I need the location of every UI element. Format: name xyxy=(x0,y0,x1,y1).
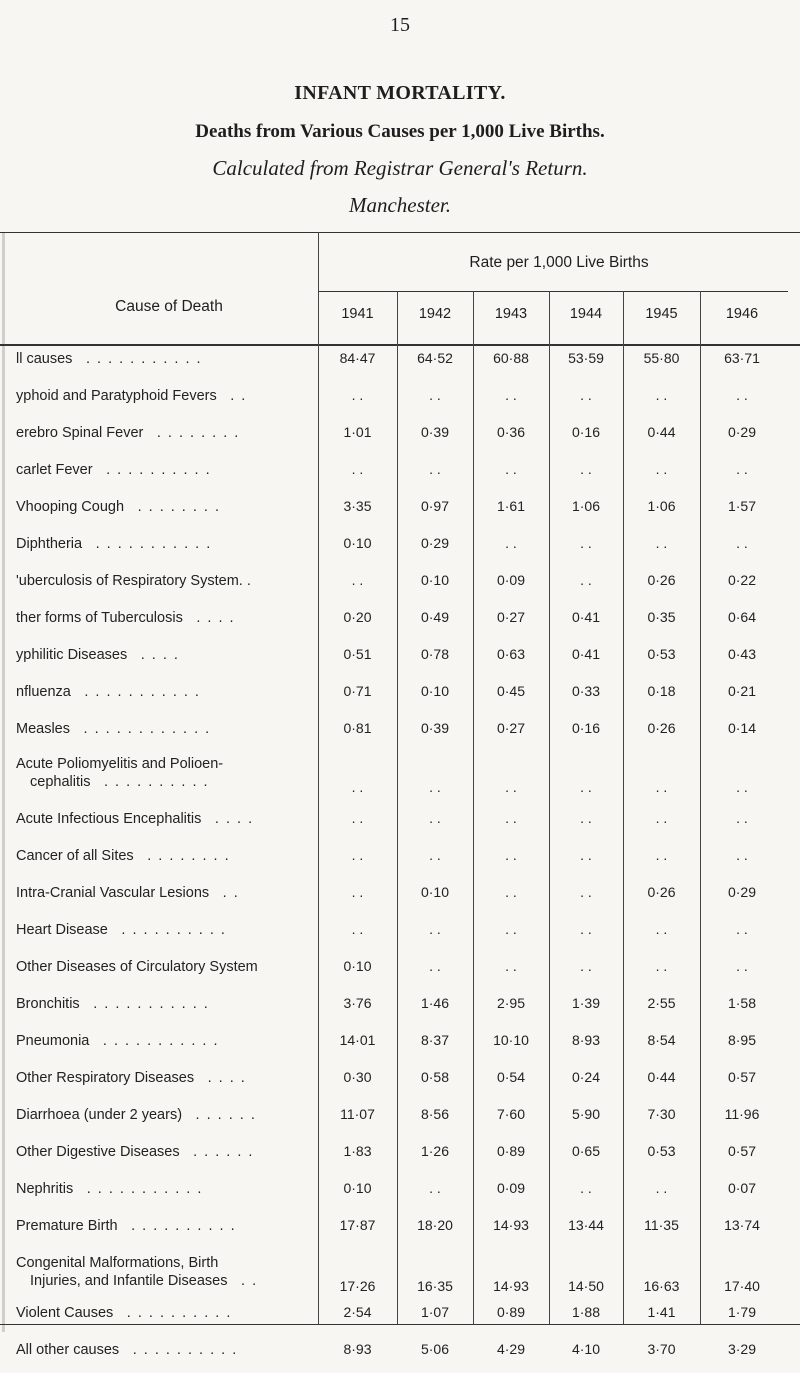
rate-value: . . xyxy=(505,461,517,477)
leader-dots: . . . . xyxy=(190,610,236,626)
rate-value: . . xyxy=(580,535,592,551)
rate-value: 0·58 xyxy=(420,1069,450,1085)
leader-dots: . . xyxy=(224,388,247,404)
rate-value: 0·10 xyxy=(343,535,372,551)
rate-value: . . xyxy=(505,810,517,826)
leader-dots: . . . . . . . . . . . xyxy=(78,684,201,700)
year-header: 1945 xyxy=(645,306,678,322)
page-subtitle: Deaths from Various Causes per 1,000 Live Births. xyxy=(195,121,605,142)
rate-value: 17·40 xyxy=(724,1278,760,1294)
table-row xyxy=(0,884,800,916)
rate-value: 0·89 xyxy=(496,1304,526,1320)
table-row xyxy=(0,1032,800,1064)
rate-value: 0·63 xyxy=(496,646,526,662)
rate-value: 0·24 xyxy=(571,1069,601,1085)
table-row xyxy=(0,683,800,715)
cause-text: erebro Spinal Fever xyxy=(16,425,144,441)
rate-value: . . xyxy=(580,387,592,403)
rate-value: . . xyxy=(580,1180,592,1196)
table-row xyxy=(0,498,800,530)
cause-of-death-header: Cause of Death xyxy=(115,298,223,315)
cause-label xyxy=(16,1180,318,1198)
rate-value: 84·47 xyxy=(339,350,376,366)
rate-value: 0·09 xyxy=(496,1180,526,1196)
cause-label xyxy=(16,535,318,553)
rate-value: 1·01 xyxy=(343,424,372,440)
table-row xyxy=(0,1254,800,1299)
leader-dots: . . . . . . . . . . . xyxy=(90,536,212,552)
rate-value: 0·57 xyxy=(727,1069,757,1085)
rate-value: 0·41 xyxy=(571,609,601,625)
rate-value: 0·89 xyxy=(496,1143,526,1159)
rate-value: 1·46 xyxy=(420,995,450,1011)
rate-value: 0·49 xyxy=(420,609,450,625)
rate-value: . . xyxy=(655,779,668,795)
rate-value: 14·01 xyxy=(339,1032,376,1048)
rate-value: 0·26 xyxy=(647,572,676,588)
rate-value: 1·07 xyxy=(420,1304,450,1320)
cause-label xyxy=(16,995,318,1013)
rate-value: 0·53 xyxy=(647,646,676,662)
rate-value: 0·21 xyxy=(727,683,757,699)
rate-value: . . xyxy=(655,461,668,477)
leader-dots: . . . . . . . . xyxy=(151,425,240,441)
rate-value: 3·76 xyxy=(343,995,372,1011)
rate-value: 5·90 xyxy=(571,1106,601,1122)
cause-text: Acute Poliomyelitis and Polioen- xyxy=(16,756,224,772)
leader-dots: . . . . xyxy=(209,811,254,827)
rate-value: 1·88 xyxy=(571,1304,601,1320)
source-note: Calculated from Registrar General's Return. xyxy=(212,156,588,180)
table-row xyxy=(0,535,800,567)
cause-text-continued: Injuries, and Infantile Diseases xyxy=(30,1273,228,1289)
rate-value: 14·93 xyxy=(493,1217,529,1233)
leader-dots: . . xyxy=(217,885,240,901)
cause-label xyxy=(16,921,318,939)
rate-value: . . xyxy=(655,810,668,826)
rate-value: . . xyxy=(505,921,517,937)
rate-value: 0·97 xyxy=(420,498,450,514)
year-header: 1942 xyxy=(418,306,452,322)
cause-text: Pneumonia xyxy=(16,1033,90,1049)
cause-text: ther forms of Tuberculosis xyxy=(16,610,183,626)
cause-text: ll causes xyxy=(16,351,73,367)
cause-label xyxy=(16,461,318,479)
rate-value: 3·35 xyxy=(343,498,372,514)
rate-value: 11·96 xyxy=(724,1106,760,1122)
table-row xyxy=(0,609,800,641)
leader-dots: . . . . . . . . . . xyxy=(98,774,210,790)
rate-value: 1·79 xyxy=(727,1304,757,1320)
rate-value: 0·44 xyxy=(647,424,676,440)
rate-value: 16·63 xyxy=(643,1278,680,1294)
cause-text: Other Digestive Diseases xyxy=(16,1144,180,1160)
cause-text: Acute Infectious Encephalitis xyxy=(16,811,202,827)
rate-value: . . xyxy=(736,847,748,863)
table-row xyxy=(0,572,800,604)
table-row xyxy=(0,847,800,879)
rate-value: . . xyxy=(580,779,592,795)
rate-value: 53·59 xyxy=(568,350,604,366)
rate-value: 8·37 xyxy=(420,1032,450,1048)
leader-dots: . . . . . . xyxy=(190,1107,257,1123)
rate-value: 64·52 xyxy=(417,350,453,366)
rate-value: 1·26 xyxy=(420,1143,450,1159)
leader-dots: . . . . . . xyxy=(187,1144,254,1160)
table-row xyxy=(0,461,800,493)
rate-value: 0·36 xyxy=(496,424,526,440)
table-row xyxy=(0,755,800,805)
table-row xyxy=(0,1341,800,1373)
rate-value: 13·74 xyxy=(724,1217,760,1233)
rate-value: 0·29 xyxy=(727,424,757,440)
table-row xyxy=(0,646,800,678)
rate-value: 63·71 xyxy=(724,350,760,366)
leader-dots: . . . . . . . . . . . xyxy=(80,351,203,367)
rate-value: 0·30 xyxy=(343,1069,372,1085)
rate-value: 0·54 xyxy=(496,1069,526,1085)
leader-dots: . . . . . . . . . . xyxy=(127,1342,238,1358)
rate-value: 17·87 xyxy=(339,1217,376,1233)
cause-label xyxy=(16,847,318,865)
rate-value: . . xyxy=(429,847,441,863)
rate-value: 0·09 xyxy=(496,572,526,588)
rate-value: 0·43 xyxy=(727,646,757,662)
rate-value: . . xyxy=(580,572,592,588)
leader-dots: . . . . . . . . . . xyxy=(115,922,227,938)
rate-value: . . xyxy=(429,958,441,974)
table-row xyxy=(0,810,800,842)
cause-label xyxy=(16,1304,318,1322)
cause-label xyxy=(16,1341,318,1359)
cause-text: Other Diseases of Circulatory System xyxy=(16,959,258,975)
rate-value: 0·10 xyxy=(420,683,450,699)
rate-value: 17·26 xyxy=(339,1278,376,1294)
rate-value: . . xyxy=(580,884,592,900)
rate-value: . . xyxy=(429,1180,441,1196)
cause-text: yphoid and Paratyphoid Fevers xyxy=(16,388,217,404)
rate-value: . . xyxy=(580,461,592,477)
rate-value: . . xyxy=(505,535,517,551)
cause-label xyxy=(16,810,318,828)
rate-value: . . xyxy=(655,958,668,974)
rate-value: 0·07 xyxy=(727,1180,757,1196)
rate-value: 0·14 xyxy=(727,720,757,736)
leader-dots: . . . . . . . . . . xyxy=(121,1305,232,1321)
cause-text: Violent Causes xyxy=(16,1305,114,1321)
leader-dots: . . . . . . . . . . xyxy=(125,1218,237,1234)
rate-value: . . xyxy=(351,461,364,477)
rate-value: . . xyxy=(429,779,441,795)
cause-label xyxy=(16,1106,318,1124)
rate-value: 0·78 xyxy=(420,646,450,662)
rate-value: 0·53 xyxy=(647,1143,676,1159)
leader-dots: . . . . . . . . . . . xyxy=(97,1033,219,1049)
rate-value: . . xyxy=(736,779,748,795)
rate-value: 8·95 xyxy=(727,1032,757,1048)
rate-value: 0·51 xyxy=(343,646,372,662)
rate-value: 0·35 xyxy=(647,609,676,625)
rate-value: 4·29 xyxy=(496,1341,526,1357)
rate-value: 0·29 xyxy=(727,884,757,900)
year-header: 1946 xyxy=(725,306,759,322)
rate-value: . . xyxy=(351,810,364,826)
rate-value: 0·22 xyxy=(727,572,757,588)
year-header: 1943 xyxy=(494,306,528,322)
rate-value: 14·93 xyxy=(493,1278,529,1294)
rate-value: 0·33 xyxy=(571,683,601,699)
cause-text: 'uberculosis of Respiratory System. . xyxy=(16,573,251,589)
rate-value: 5·06 xyxy=(420,1341,450,1357)
cause-label xyxy=(16,1143,318,1161)
rate-value: 16·35 xyxy=(417,1278,453,1294)
rate-value: 0·10 xyxy=(343,958,372,974)
rate-value: 1·58 xyxy=(727,995,757,1011)
place-name: Manchester. xyxy=(348,193,452,217)
table-row xyxy=(0,1143,800,1175)
table-row xyxy=(0,995,800,1027)
rate-value: . . xyxy=(736,810,748,826)
rate-value: . . xyxy=(655,1180,668,1196)
rate-value: . . xyxy=(655,387,668,403)
table-row xyxy=(0,424,800,456)
rate-value: 11·35 xyxy=(644,1217,679,1233)
rate-value: 4·10 xyxy=(571,1341,601,1357)
rate-value: . . xyxy=(655,921,668,937)
cause-label xyxy=(16,1032,318,1050)
table-row xyxy=(0,350,800,382)
rate-value: 0·26 xyxy=(647,720,676,736)
rate-value: 2·95 xyxy=(496,995,526,1011)
rate-value: . . xyxy=(580,958,592,974)
rate-value: . . xyxy=(736,535,748,551)
cause-text: Bronchitis xyxy=(16,996,80,1012)
leader-dots: . . . . . . . . xyxy=(132,499,221,515)
rate-value: . . xyxy=(351,572,364,588)
cause-text: All other causes xyxy=(16,1342,120,1358)
rate-value: 0·45 xyxy=(496,683,526,699)
mortality-table xyxy=(0,232,800,1358)
rate-value: . . xyxy=(429,387,441,403)
rate-value: . . xyxy=(505,847,517,863)
cause-label xyxy=(16,755,318,791)
table-row xyxy=(0,921,800,953)
rate-value: 0·26 xyxy=(647,884,676,900)
year-header: 1944 xyxy=(569,306,603,322)
rate-value: 0·39 xyxy=(420,424,450,440)
rate-value: 1·57 xyxy=(727,498,757,514)
rate-value: 10·10 xyxy=(493,1032,529,1048)
cause-text: Cancer of all Sites xyxy=(16,848,134,864)
rate-value: . . xyxy=(505,958,517,974)
rate-value: 0·41 xyxy=(571,646,601,662)
cause-label xyxy=(16,498,318,516)
rate-value: 8·93 xyxy=(343,1341,372,1357)
rate-value: . . xyxy=(655,535,668,551)
cause-label xyxy=(16,350,318,368)
rate-value: 2·54 xyxy=(343,1304,372,1320)
cause-label xyxy=(16,1254,318,1290)
rate-value: 1·83 xyxy=(343,1143,372,1159)
rate-value: 0·65 xyxy=(571,1143,601,1159)
rate-value: . . xyxy=(580,810,592,826)
table-row xyxy=(0,958,800,990)
rate-value: 7·60 xyxy=(496,1106,526,1122)
rate-value: 0·20 xyxy=(343,609,372,625)
cause-text: Intra-Cranial Vascular Lesions xyxy=(16,885,210,901)
rate-value: 1·06 xyxy=(647,498,676,514)
rate-value: 8·93 xyxy=(571,1032,601,1048)
cause-text: Premature Birth xyxy=(16,1218,118,1234)
rate-value: 11·07 xyxy=(340,1106,375,1122)
leader-dots: . . . . . . . . xyxy=(141,848,231,864)
cause-text: yphilitic Diseases xyxy=(16,647,128,663)
cause-label xyxy=(16,424,318,442)
rate-value: 0·57 xyxy=(727,1143,757,1159)
rate-value: 2·55 xyxy=(647,995,676,1011)
rate-value: . . xyxy=(429,461,441,477)
rate-value: . . xyxy=(736,461,748,477)
leader-dots: . . . . xyxy=(135,647,180,663)
rate-value: 0·10 xyxy=(420,884,450,900)
table-row xyxy=(0,1180,800,1212)
cause-text: Heart Disease xyxy=(16,922,108,938)
table-row xyxy=(0,1304,800,1336)
rate-value: 0·29 xyxy=(420,535,450,551)
rate-value: . . xyxy=(505,387,517,403)
rate-value: . . xyxy=(505,779,517,795)
rate-value: 1·61 xyxy=(496,498,526,514)
rate-value: . . xyxy=(736,387,748,403)
rate-value: 0·71 xyxy=(343,683,372,699)
leader-dots: . . . . xyxy=(202,1070,247,1086)
rate-value: . . xyxy=(580,921,592,937)
year-header: 1941 xyxy=(341,306,374,322)
leader-dots: . . . . . . . . . . . xyxy=(81,1181,203,1197)
cause-text-continued: cephalitis xyxy=(30,774,91,790)
table-row xyxy=(0,1106,800,1138)
rate-value: 18·20 xyxy=(417,1217,453,1233)
rate-value: 1·41 xyxy=(647,1304,676,1320)
rate-value: . . xyxy=(736,921,748,937)
rate-value: 55·80 xyxy=(643,350,680,366)
cause-label xyxy=(16,387,318,405)
rate-value: 3·29 xyxy=(727,1341,757,1357)
rate-value: 0·16 xyxy=(571,424,601,440)
rate-value: . . xyxy=(351,387,364,403)
cause-text: Diphtheria xyxy=(16,536,83,552)
cause-label xyxy=(16,884,318,902)
rate-value: 1·06 xyxy=(571,498,601,514)
leader-dots: . . xyxy=(235,1273,258,1289)
rate-value: . . xyxy=(429,810,441,826)
rate-value: 0·10 xyxy=(343,1180,372,1196)
rate-value: 8·54 xyxy=(647,1032,676,1048)
leader-dots: . . . . . . . . . . xyxy=(100,462,212,478)
rate-value: . . xyxy=(736,958,748,974)
cause-text: Nephritis xyxy=(16,1181,74,1197)
rate-value: 0·10 xyxy=(420,572,450,588)
rate-value: . . xyxy=(351,847,364,863)
rate-value: 0·81 xyxy=(343,720,372,736)
rate-value: 0·39 xyxy=(420,720,450,736)
rate-value: 0·27 xyxy=(496,720,526,736)
rate-value: 0·16 xyxy=(571,720,601,736)
table-row xyxy=(0,1217,800,1249)
cause-label xyxy=(16,958,318,976)
rate-value: . . xyxy=(655,847,668,863)
cause-label xyxy=(16,609,318,627)
rate-value: 0·18 xyxy=(647,683,676,699)
rate-value: . . xyxy=(351,779,364,795)
leader-dots: . . . . . . . . . . . . xyxy=(78,721,211,737)
cause-label xyxy=(16,683,318,701)
rate-value: . . xyxy=(351,884,364,900)
rate-value: 3·70 xyxy=(647,1341,676,1357)
rate-value: 0·64 xyxy=(727,609,757,625)
cause-label xyxy=(16,572,318,590)
rate-value: 0·44 xyxy=(647,1069,676,1085)
rate-value: . . xyxy=(429,921,441,937)
rate-value: 8·56 xyxy=(420,1106,450,1122)
rate-value: 0·27 xyxy=(496,609,526,625)
table-row xyxy=(0,387,800,419)
cause-label xyxy=(16,720,318,738)
rate-value: 1·39 xyxy=(571,995,601,1011)
rate-header-rule xyxy=(318,291,788,292)
cause-label xyxy=(16,1069,318,1087)
rate-header: Rate per 1,000 Live Births xyxy=(469,254,649,271)
cause-label xyxy=(16,646,318,664)
rate-value: 60·88 xyxy=(493,350,529,366)
leader-dots: . . . . . . . . . . . xyxy=(87,996,210,1012)
page-title: INFANT MORTALITY. xyxy=(294,82,506,104)
page-number: 15 xyxy=(390,14,410,36)
cause-text: Congenital Malformations, Birth xyxy=(16,1255,219,1271)
table-row xyxy=(0,720,800,752)
rate-value: 14·50 xyxy=(568,1278,604,1294)
cause-text: carlet Fever xyxy=(16,462,93,478)
table-row xyxy=(0,1069,800,1101)
rate-value: . . xyxy=(351,921,364,937)
cause-text: Other Respiratory Diseases xyxy=(16,1070,195,1086)
rate-value: 13·44 xyxy=(568,1217,604,1233)
table-top-rule xyxy=(0,232,800,233)
rate-value: 7·30 xyxy=(647,1106,676,1122)
cause-label xyxy=(16,1217,318,1235)
cause-text: Measles xyxy=(16,721,70,737)
cause-text: Vhooping Cough xyxy=(16,499,125,515)
cause-text: nfluenza xyxy=(16,684,71,700)
header-bottom-rule xyxy=(0,344,800,346)
cause-text: Diarrhoea (under 2 years) xyxy=(16,1107,183,1123)
rate-value: . . xyxy=(505,884,517,900)
rate-value: . . xyxy=(580,847,592,863)
